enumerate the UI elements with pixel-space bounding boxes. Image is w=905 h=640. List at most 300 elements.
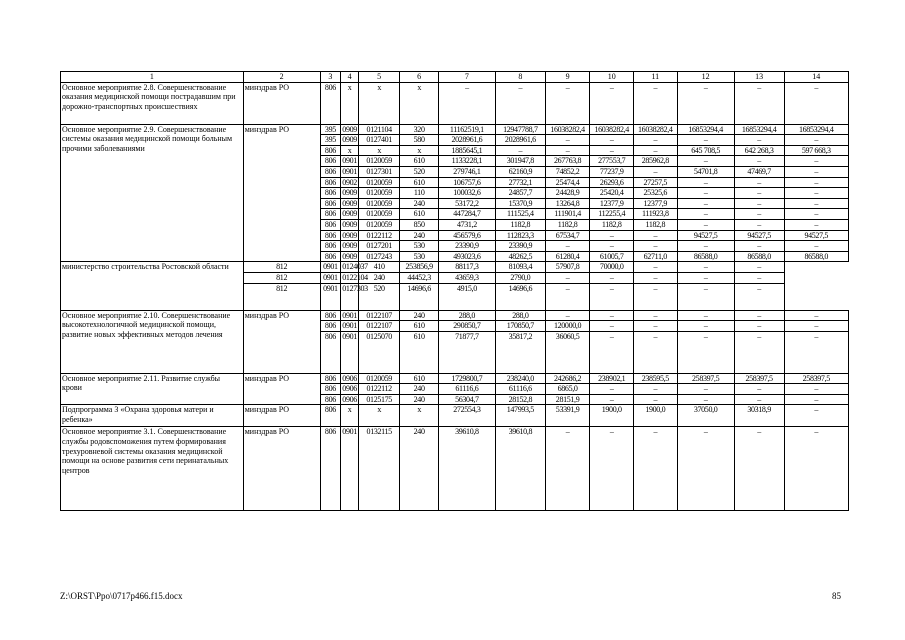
- table-cell: 240: [400, 198, 438, 209]
- table-cell: 0124037: [342, 262, 368, 272]
- table-cell: x: [341, 82, 359, 124]
- table-cell: –: [438, 82, 495, 124]
- table-cell: 395: [320, 124, 341, 135]
- table-cell: 48262,5: [495, 251, 545, 262]
- table-cell: –: [734, 198, 784, 209]
- table-cell: 1900,0: [590, 405, 634, 427]
- table-cell: 597 668,3: [784, 145, 848, 156]
- table-cell: 53391,9: [545, 405, 590, 427]
- table-cell: –: [545, 82, 590, 124]
- table-cell: 0120059: [358, 198, 400, 209]
- table-cell: –: [784, 219, 848, 230]
- table-cell: 238240,0: [495, 373, 545, 384]
- table-cell: 610: [400, 331, 438, 373]
- table-cell: 0901: [342, 310, 357, 320]
- table-cell: 112255,4: [590, 209, 634, 220]
- table-cell: 0122104: [342, 272, 368, 282]
- table-cell: 1182,8: [590, 219, 634, 230]
- table-cell: –: [734, 241, 784, 252]
- table-cell: 0120059: [358, 188, 400, 199]
- table-cell: –: [734, 262, 784, 273]
- table-cell: –: [734, 321, 784, 332]
- table-cell: 806: [320, 188, 341, 199]
- table-cell: –: [590, 310, 634, 321]
- table-cell: 0909: [342, 198, 357, 208]
- table-cell: –: [634, 283, 678, 310]
- table-cell: 1182,8: [634, 219, 678, 230]
- table-cell: x: [358, 405, 400, 427]
- table-cell: –: [677, 384, 734, 395]
- table-row: [61, 310, 849, 321]
- table-cell: –: [784, 198, 848, 209]
- table-cell: 62160,9: [495, 166, 545, 177]
- table-cell: 0909: [342, 209, 357, 219]
- table-cell: 25325,6: [634, 188, 678, 199]
- table-cell: –: [634, 241, 678, 252]
- table-cell: 242686,2: [545, 373, 590, 384]
- table-text-cell: минздрав РО: [243, 427, 320, 511]
- table-cell: 812: [243, 283, 320, 310]
- col-header: 7: [438, 72, 495, 83]
- table-cell: –: [677, 156, 734, 167]
- table-cell: –: [545, 241, 590, 252]
- col-header: 6: [400, 72, 438, 83]
- table-cell: –: [590, 394, 634, 405]
- table-cell: x: [400, 82, 438, 124]
- table-cell: 23390,9: [495, 241, 545, 252]
- table-row: [61, 82, 849, 124]
- table-cell: 806: [320, 331, 341, 373]
- col-header: 11: [634, 72, 678, 83]
- table-cell: –: [784, 321, 848, 332]
- table-cell: 28152,8: [495, 394, 545, 405]
- table-cell: 530: [400, 241, 438, 252]
- table-cell: 806: [320, 251, 341, 262]
- table-cell: 0902: [342, 177, 357, 187]
- table-cell: 806: [320, 241, 341, 252]
- table-cell: 26293,6: [590, 177, 634, 188]
- table-cell: 258397,5: [677, 373, 734, 384]
- table-cell: –: [634, 384, 678, 395]
- table-cell: 11162519,1: [438, 124, 495, 135]
- table-cell: 100032,6: [438, 188, 495, 199]
- table-text-cell: Основное мероприятие 2.11. Развитие службы крови: [61, 373, 244, 405]
- table-cell: 112823,3: [495, 230, 545, 241]
- table-header-row: [61, 72, 849, 83]
- table-cell: 642 268,3: [734, 145, 784, 156]
- table-cell: 35817,2: [495, 331, 545, 373]
- table-cell: 12377,9: [634, 198, 678, 209]
- table-cell: 610: [400, 373, 438, 384]
- table-text-cell: Подпрограмма 3 «Охрана здоровья матери и ребенка»: [61, 405, 244, 427]
- table-cell: 0906: [342, 373, 357, 383]
- table-cell: 120000,0: [545, 321, 590, 332]
- page-number: 85: [832, 591, 841, 601]
- table-cell: 240: [400, 310, 438, 321]
- table-cell: 16853294,4: [784, 124, 848, 135]
- table-cell: 258397,5: [784, 373, 848, 384]
- table-cell: 0906: [342, 384, 357, 394]
- col-header: 14: [784, 72, 848, 83]
- table-cell: 14696,6: [495, 283, 545, 310]
- table-cell: 2790,0: [495, 272, 545, 283]
- table-body: [61, 72, 849, 511]
- table-cell: –: [734, 272, 784, 283]
- table-cell: –: [784, 331, 848, 373]
- table-cell: 0909: [342, 241, 357, 251]
- table-cell: 806: [320, 156, 341, 167]
- table-cell: –: [784, 177, 848, 188]
- table-cell: 520: [358, 283, 400, 310]
- table-cell: –: [677, 82, 734, 124]
- table-cell: 4915,0: [438, 283, 495, 310]
- table-cell: 74852,2: [545, 166, 590, 177]
- table-cell: –: [734, 219, 784, 230]
- table-cell: –: [734, 384, 784, 395]
- table-cell: 0909: [342, 124, 357, 134]
- table-cell: 0909: [342, 251, 357, 261]
- table-cell: –: [590, 384, 634, 395]
- table-cell: 645 708,5: [677, 145, 734, 156]
- table-cell: 1885645,1: [438, 145, 495, 156]
- table-cell: 610: [400, 156, 438, 167]
- table-cell: 806: [320, 177, 341, 188]
- table-cell: 111901,4: [545, 209, 590, 220]
- table-cell: 0122107: [358, 321, 400, 332]
- table-cell: –: [545, 145, 590, 156]
- table-text-cell: минздрав РО: [243, 373, 320, 405]
- table-cell: 0906: [342, 394, 357, 404]
- table-cell: –: [634, 394, 678, 405]
- table-cell: 0901: [342, 321, 357, 331]
- footer-file-path: Z:\ORST\Ppo\0717p466.f15.docx: [60, 591, 183, 601]
- table-cell: x: [341, 405, 359, 427]
- table-row: [61, 373, 849, 384]
- table-cell: 2028961,6: [495, 135, 545, 146]
- table-cell: –: [590, 272, 634, 283]
- table-cell: 25420,4: [590, 188, 634, 199]
- table-cell: x: [358, 82, 400, 124]
- table-cell: 456579,6: [438, 230, 495, 241]
- table-cell: –: [677, 321, 734, 332]
- table-cell: x: [341, 145, 359, 156]
- table-cell: 16038282,4: [590, 124, 634, 135]
- table-cell: 812: [243, 272, 320, 283]
- table-cell: 850: [400, 219, 438, 230]
- table-cell: –: [677, 331, 734, 373]
- table-cell: –: [784, 209, 848, 220]
- table-cell: 279746,1: [438, 166, 495, 177]
- table-cell: 610: [400, 321, 438, 332]
- table-cell: –: [784, 310, 848, 321]
- table-cell: 0909: [342, 219, 357, 229]
- table-cell: 812: [243, 262, 320, 273]
- table-cell: 24428,9: [545, 188, 590, 199]
- table-cell: 43659,3: [438, 272, 495, 283]
- table-text-cell: минздрав РО: [243, 310, 320, 373]
- table-cell: –: [677, 198, 734, 209]
- table-cell: 0901: [320, 262, 341, 273]
- table-cell: 0901: [341, 427, 359, 511]
- table-row: [61, 405, 849, 427]
- table-cell: –: [784, 241, 848, 252]
- table-cell: 301947,8: [495, 156, 545, 167]
- table-cell: –: [590, 283, 634, 310]
- table-cell: –: [634, 135, 678, 146]
- table-cell: 1182,8: [495, 219, 545, 230]
- table-cell: 806: [320, 198, 341, 209]
- table-cell: –: [677, 188, 734, 199]
- table-text-cell: минздрав РО: [243, 405, 320, 427]
- table-cell: 240: [358, 272, 400, 283]
- table-cell: –: [590, 331, 634, 373]
- table-cell: 277553,7: [590, 156, 634, 167]
- table-text-cell: Основное мероприятие 3.1. Совершенствование службы родовспоможения путем формирования трехуровневой системы оказания медицинской помощи на основе развития сети перинатальных центров: [61, 427, 244, 511]
- table-cell: –: [634, 166, 678, 177]
- table-cell: 106757,6: [438, 177, 495, 188]
- table-cell: –: [677, 177, 734, 188]
- table-cell: –: [734, 82, 784, 124]
- table-cell: 258397,5: [734, 373, 784, 384]
- table-cell: –: [677, 135, 734, 146]
- table-cell: –: [677, 272, 734, 283]
- table-cell: 110: [400, 188, 438, 199]
- table-cell: 0127243: [358, 251, 400, 262]
- table-cell: 6865,0: [545, 384, 590, 395]
- table-cell: 806: [320, 373, 341, 384]
- table-cell: 240: [400, 427, 438, 511]
- table-cell: 520: [400, 166, 438, 177]
- table-cell: –: [634, 82, 678, 124]
- table-cell: 28151,9: [545, 394, 590, 405]
- table-text-cell: Основное мероприятие 2.10. Совершенствование высокотехнологичной медицинской помощи, развитие новых эффективных методов лечения: [61, 310, 244, 373]
- budget-table: [60, 71, 849, 511]
- table-cell: x: [400, 405, 438, 427]
- table-cell: –: [590, 321, 634, 332]
- table-cell: 530: [400, 251, 438, 262]
- table-cell: –: [677, 283, 734, 310]
- col-header: 4: [341, 72, 359, 83]
- table-cell: 806: [320, 310, 341, 321]
- table-cell: –: [634, 262, 678, 273]
- table-cell: –: [734, 331, 784, 373]
- table-cell: –: [590, 427, 634, 511]
- table-cell: 240: [400, 384, 438, 395]
- table-cell: 240: [400, 230, 438, 241]
- table-cell: 0901: [341, 331, 359, 373]
- table-cell: 288,0: [438, 310, 495, 321]
- table-cell: –: [784, 135, 848, 146]
- table-cell: –: [784, 166, 848, 177]
- table-cell: 806: [320, 82, 341, 124]
- table-cell: –: [590, 82, 634, 124]
- table-row: [61, 124, 849, 135]
- table-cell: –: [734, 283, 784, 310]
- table-row: [61, 427, 849, 511]
- col-header: 5: [358, 72, 400, 83]
- table-cell: 39610,8: [495, 427, 545, 511]
- table-cell: 0120059: [358, 373, 400, 384]
- table-cell: –: [677, 394, 734, 405]
- table-cell: –: [590, 145, 634, 156]
- table-cell: 493023,6: [438, 251, 495, 262]
- table-cell: 37050,0: [677, 405, 734, 427]
- table-cell: 53172,2: [438, 198, 495, 209]
- table-cell: –: [784, 188, 848, 199]
- table-cell: 12947788,7: [495, 124, 545, 135]
- table-cell: 30318,9: [734, 405, 784, 427]
- table-cell: 16038282,4: [545, 124, 590, 135]
- col-header: 2: [243, 72, 320, 83]
- table-cell: 67534,7: [545, 230, 590, 241]
- table-cell: 0122112: [358, 230, 400, 241]
- col-header: 8: [495, 72, 545, 83]
- table-cell: –: [634, 331, 678, 373]
- table-cell: –: [634, 321, 678, 332]
- table-text-cell: министерство строительства Ростовской области: [61, 262, 244, 310]
- table-cell: –: [677, 241, 734, 252]
- table-cell: 86588,0: [677, 251, 734, 262]
- table-cell: 1133228,1: [438, 156, 495, 167]
- table-cell: 410: [358, 262, 400, 273]
- table-cell: 94527,5: [784, 230, 848, 241]
- table-cell: 240: [400, 394, 438, 405]
- table-cell: –: [634, 230, 678, 241]
- table-cell: 14696,6: [400, 283, 438, 310]
- table-cell: 0127401: [358, 135, 400, 146]
- table-cell: 806: [320, 384, 341, 395]
- table-cell: 147993,5: [495, 405, 545, 427]
- table-cell: 238595,5: [634, 373, 678, 384]
- table-cell: 36060,5: [545, 331, 590, 373]
- table-cell: 1729800,7: [438, 373, 495, 384]
- table-cell: 0901: [320, 283, 341, 310]
- table-cell: 395: [320, 135, 341, 146]
- table-cell: 23390,9: [438, 241, 495, 252]
- table-cell: 170850,7: [495, 321, 545, 332]
- table-cell: 0120059: [358, 177, 400, 188]
- table-cell: –: [545, 427, 590, 511]
- table-cell: 61005,7: [590, 251, 634, 262]
- table-cell: 25474,4: [545, 177, 590, 188]
- table-cell: 580: [400, 135, 438, 146]
- col-header: 3: [320, 72, 341, 83]
- table-cell: 39610,8: [438, 427, 495, 511]
- table-cell: 0120059: [358, 219, 400, 230]
- table-cell: 16038282,4: [634, 124, 678, 135]
- table-cell: 288,0: [495, 310, 545, 321]
- table-cell: 88117,3: [438, 262, 495, 273]
- table-cell: 806: [320, 219, 341, 230]
- table-cell: 61280,4: [545, 251, 590, 262]
- table-cell: 86588,0: [784, 251, 848, 262]
- table-cell: 0122112: [358, 384, 400, 395]
- table-cell: 0901: [342, 156, 357, 166]
- table-cell: 1182,8: [545, 219, 590, 230]
- table-cell: 253856,9: [400, 262, 438, 273]
- table-cell: 0125175: [358, 394, 400, 405]
- table-cell: 0120059: [358, 156, 400, 167]
- table-cell: –: [634, 427, 678, 511]
- table-cell: –: [634, 272, 678, 283]
- table-cell: –: [545, 310, 590, 321]
- table-cell: 56304,7: [438, 394, 495, 405]
- table-cell: 0127303: [341, 283, 359, 310]
- table-cell: 0901: [320, 272, 341, 283]
- table-cell: –: [784, 405, 848, 427]
- table-cell: 806: [320, 209, 341, 220]
- table-cell: 285962,8: [634, 156, 678, 167]
- table-cell: 62711,0: [634, 251, 678, 262]
- table-cell: 0122107: [358, 310, 400, 321]
- table-cell: 16853294,4: [677, 124, 734, 135]
- table-cell: –: [495, 82, 545, 124]
- table-cell: 16853294,4: [734, 124, 784, 135]
- table-cell: 81093,4: [495, 262, 545, 273]
- table-text-cell: Основное мероприятие 2.9. Совершенствование системы оказания медицинской помощи больным прочими заболеваниями: [61, 124, 244, 262]
- table-cell: 0121104: [358, 124, 400, 135]
- table-cell: –: [734, 427, 784, 511]
- table-cell: 71877,7: [438, 331, 495, 373]
- table-cell: 111923,8: [634, 209, 678, 220]
- table-cell: –: [634, 310, 678, 321]
- table-cell: 0909: [342, 188, 357, 198]
- table-cell: –: [734, 394, 784, 405]
- table-cell: 0127301: [358, 166, 400, 177]
- table-cell: –: [545, 135, 590, 146]
- table-cell: 0132115: [358, 427, 400, 511]
- table-cell: 24857,7: [495, 188, 545, 199]
- table-cell: 2028961,6: [438, 135, 495, 146]
- table-cell: 806: [320, 394, 341, 405]
- table-cell: –: [784, 156, 848, 167]
- table-cell: –: [495, 145, 545, 156]
- table-text-cell: Основное мероприятие 2.8. Совершенствование оказания медицинской помощи пострадавшим при дорожно-транспортных происшествиях: [61, 82, 244, 124]
- table-cell: –: [784, 82, 848, 124]
- table-cell: –: [677, 219, 734, 230]
- col-header: 13: [734, 72, 784, 83]
- table-cell: –: [677, 262, 734, 273]
- table-cell: –: [590, 241, 634, 252]
- table-cell: 0901: [342, 166, 357, 176]
- table-cell: –: [734, 310, 784, 321]
- table-cell: –: [590, 230, 634, 241]
- table-cell: 70000,0: [590, 262, 634, 273]
- table-cell: 61116,6: [438, 384, 495, 395]
- table-cell: 57907,8: [545, 262, 590, 273]
- table-cell: 44452,3: [400, 272, 438, 283]
- table-cell: 4731,2: [438, 219, 495, 230]
- table-cell: 290850,7: [438, 321, 495, 332]
- table-cell: 238902,1: [590, 373, 634, 384]
- table-cell: 77237,9: [590, 166, 634, 177]
- table-cell: 86588,0: [734, 251, 784, 262]
- table-cell: 610: [400, 177, 438, 188]
- col-header: 9: [545, 72, 590, 83]
- table-cell: 806: [320, 145, 341, 156]
- table-cell: –: [545, 283, 590, 310]
- table-cell: 1900,0: [634, 405, 678, 427]
- table-cell: –: [677, 209, 734, 220]
- table-cell: 806: [320, 166, 341, 177]
- table-cell: 320: [400, 124, 438, 135]
- table-cell: 15370,9: [495, 198, 545, 209]
- table-cell: 54701,8: [677, 166, 734, 177]
- table-cell: 610: [400, 209, 438, 220]
- table-cell: 806: [320, 405, 341, 427]
- table-cell: –: [734, 209, 784, 220]
- table-cell: 0909: [342, 135, 357, 145]
